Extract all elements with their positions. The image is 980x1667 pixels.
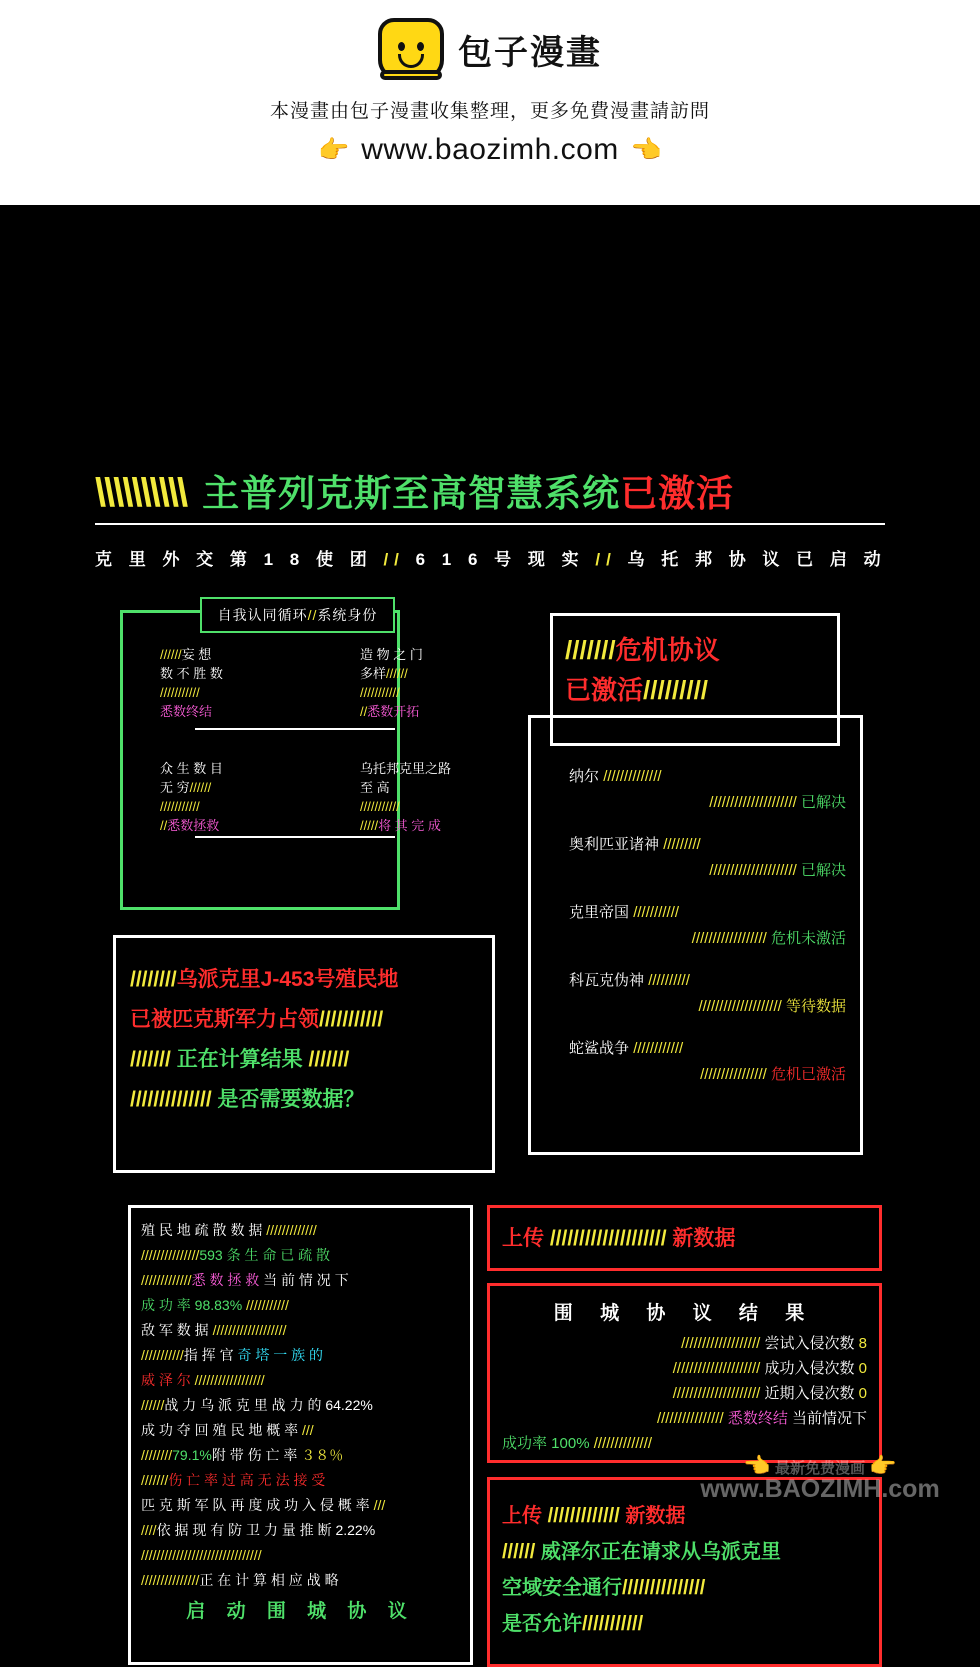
slash-mark: //////: [141, 1397, 165, 1413]
siege-title: 围 城 协 议 结 果: [553, 1303, 816, 1324]
slash-mark: ///////: [565, 635, 616, 665]
hand-right-icon: 👉: [869, 1453, 897, 1478]
slash-mark: //////: [502, 1541, 536, 1563]
site-url[interactable]: www.baozimh.com: [361, 133, 619, 166]
site-url-row: [318, 133, 662, 167]
crisis-name: 科瓦克伪神: [569, 972, 645, 989]
evac-line: [141, 1318, 460, 1343]
site-tagline: 本漫畫由包子漫畫收集整理，更多免費漫畫請訪問: [269, 101, 710, 122]
hand-left-icon: 👈: [743, 1453, 771, 1478]
slash-mark: //////: [160, 647, 182, 662]
slash-mark: //////////////: [130, 1088, 212, 1111]
slash-mark: /////////: [643, 675, 709, 705]
crisis-row: [569, 764, 846, 816]
slash-mark: ///////////////: [622, 1577, 706, 1599]
evac-line: [141, 1393, 460, 1418]
slash-mark: ///////////: [160, 685, 200, 700]
slash-mark: /////////: [663, 836, 701, 853]
colony-name: 乌派克里J-453号殖民地: [176, 968, 399, 991]
panel-title: [95, 463, 895, 517]
evac-line: [141, 1568, 460, 1593]
evac-line: [141, 1243, 460, 1268]
evac-text: 匹 克 斯 军 队 再 度 成 功 入 侵 概 率: [141, 1497, 374, 1513]
slash-mark: ///////////////////: [212, 1322, 287, 1338]
pointing-right-hand-icon: 👉: [318, 135, 350, 164]
site-header: [0, 0, 980, 205]
identity-label-separator: //: [307, 607, 318, 623]
brand: [378, 18, 602, 80]
slash-mark: //////: [189, 780, 212, 795]
evac-line: [141, 1343, 460, 1368]
evac-warning: 伤 亡 率 过 高 无 法 接 受: [168, 1472, 326, 1488]
siege-success-rate: 成功率 100%: [502, 1435, 590, 1452]
crisis-status: 危机未激活: [770, 930, 846, 947]
evacuation-data-box: [128, 1205, 473, 1665]
slash-mark: //////////////////: [691, 930, 767, 947]
evac-line: [141, 1293, 460, 1318]
identity-label-sub: 系统身份: [317, 607, 378, 623]
slash-mark: ///////: [130, 1048, 171, 1071]
slash-mark: //////////////////: [190, 1372, 265, 1388]
upload-label: 上传: [502, 1505, 542, 1527]
slash-mark: ///////////////////////////////: [141, 1547, 262, 1563]
identity-left-top-line1: 妄 想: [181, 647, 212, 662]
slash-mark: ///////////: [242, 1297, 289, 1313]
slash-mark: ////////////////: [700, 1066, 767, 1083]
identity-left-top-line2: 数 不 胜 数: [160, 666, 223, 681]
slash-mark: ////////////////////: [549, 1227, 667, 1250]
slash-mark: ///////////////////: [681, 1335, 761, 1352]
slash-mark: //: [360, 704, 368, 719]
crisis-status: 已解决: [800, 862, 846, 879]
identity-loop-label: [200, 597, 395, 633]
evac-line: [141, 1468, 460, 1493]
slash-mark: ////////: [130, 968, 177, 991]
evac-text: 依 据 现 有 防 卫 力 量 推 断 2.22%: [156, 1522, 376, 1538]
identity-right-top: [360, 645, 530, 721]
request-question[interactable]: 是否允许: [502, 1613, 582, 1635]
watermark-line1: 最新免费漫画: [774, 1460, 865, 1477]
identity-tree: [120, 645, 520, 915]
upload-label: 上传: [502, 1227, 544, 1250]
identity-left-bottom-line2: 无 穷: [160, 780, 190, 795]
identity-label-main: 自我认同循环: [217, 607, 308, 623]
slash-mark: //////////////: [603, 768, 662, 785]
siege-value: 0: [858, 1385, 867, 1402]
bun-logo-icon: [378, 18, 444, 80]
slash-mark: /////////////////////: [672, 1360, 761, 1377]
request-text-line2: 空域安全通行: [502, 1577, 622, 1599]
slash-mark: ///: [298, 1422, 314, 1438]
evac-line: [141, 1368, 460, 1393]
slash-mark: ///////////: [633, 904, 680, 921]
siege-value: 8: [858, 1335, 867, 1352]
siege-label: 尝试入侵次数: [764, 1335, 855, 1352]
slash-mark: /////: [360, 818, 379, 833]
subtitle-part-2: 6 1 6 号 现 实: [415, 550, 585, 569]
slash-mark: ////////: [141, 1447, 173, 1463]
evac-line: [141, 1268, 460, 1293]
slash-mark: ///////////////: [141, 1572, 200, 1588]
evac-line: [141, 1518, 460, 1543]
slash-mark: /////////////: [547, 1505, 620, 1527]
title-main-text: 主普列克斯至高智慧系统: [202, 473, 621, 514]
slash-mark: ///////////: [582, 1613, 644, 1635]
evac-text: 殖 民 地 疏 散 数 据: [141, 1222, 267, 1238]
crisis-name: 纳尔: [569, 768, 600, 785]
title-divider: [95, 523, 885, 525]
slash-mark: ///////////: [160, 799, 200, 814]
crisis-protocol-status: 已激活: [565, 675, 644, 705]
siege-row: [502, 1356, 867, 1381]
siege-label-highlight: 悉数终结: [727, 1410, 788, 1427]
siege-row: [502, 1406, 867, 1431]
upload-value: 新数据: [625, 1505, 686, 1527]
evac-text: ３８％: [301, 1447, 344, 1463]
identity-left-top: [160, 645, 330, 721]
slash-mark: ///: [373, 1497, 386, 1513]
evac-line: [141, 1443, 460, 1468]
slash-mark: /////////////////////: [709, 794, 797, 811]
slash-mark: ///////////: [360, 685, 400, 700]
crisis-row: [569, 968, 846, 1020]
siege-label: 成功入侵次数: [764, 1360, 855, 1377]
crisis-status: 已解决: [800, 794, 846, 811]
comic-panel: [0, 205, 980, 1635]
crisis-name: 克里帝国: [569, 904, 630, 921]
siege-value: 0: [858, 1360, 867, 1377]
slash-mark: ///////////: [319, 1008, 384, 1031]
evac-text: 附 带 伤 亡 率: [211, 1447, 302, 1463]
crisis-name: 奥利匹亚诸神: [569, 836, 660, 853]
watermark-url: www.BAOZIMH.com: [700, 1475, 940, 1503]
slash-mark: ///////: [141, 1472, 169, 1488]
identity-right-top-line4: 悉数开拓: [367, 704, 420, 719]
brand-name: 包子漫畫: [458, 33, 602, 72]
crisis-row: [569, 832, 846, 884]
slash-mark: ////////////: [633, 1040, 684, 1057]
colony-status: 已被匹克斯军力占领: [130, 1008, 319, 1031]
colony-alert-box: [113, 935, 495, 1173]
identity-right-bottom: [360, 759, 530, 835]
siege-label: 近期入侵次数: [764, 1385, 855, 1402]
crisis-protocol-title: 危机协议: [615, 635, 720, 665]
slash-mark: ///////: [308, 1048, 350, 1071]
slash-mark: //////////: [648, 972, 690, 989]
slash-mark: ///////////: [141, 1347, 184, 1363]
slash-mark: /////////////////////: [672, 1385, 761, 1402]
slash-mark: ////: [141, 1522, 157, 1538]
subtitle-part-1: 克 里 外 交 第 1 8 使 团: [95, 550, 373, 569]
title-status-text: 已激活: [620, 473, 735, 514]
evac-line: [141, 1543, 460, 1568]
commander-name: 威 泽 尔: [141, 1372, 191, 1388]
slash-mark: ////////////////: [656, 1410, 724, 1427]
siege-row: [502, 1381, 867, 1406]
panel-subtitle: [95, 545, 895, 570]
evac-text: 79.1%: [172, 1447, 212, 1463]
slash-mark: /////////////: [141, 1272, 192, 1288]
evac-line: [141, 1218, 460, 1243]
slash-mark: //: [160, 818, 168, 833]
evac-action[interactable]: 启 动 围 城 协 议: [186, 1601, 415, 1622]
slash-mark: ////////////////////: [698, 998, 782, 1015]
identity-left-bottom: [160, 759, 330, 835]
slash-mark: ///////////////: [141, 1247, 200, 1263]
slash-mark: //////////////: [593, 1435, 653, 1452]
siege-label: 当前情况下: [787, 1410, 867, 1427]
siege-protocol-result-box: [487, 1283, 882, 1463]
crisis-status: 等待数据: [785, 998, 846, 1015]
evac-text: 成 功 率 98.83%: [141, 1297, 243, 1313]
evac-line: [141, 1493, 460, 1518]
evac-text: 悉 数 拯 救: [191, 1272, 260, 1288]
evac-text: 593 条 生 命 已 疏 散: [199, 1247, 331, 1263]
crisis-row: [569, 1036, 846, 1088]
evac-text: 敌 军 数 据: [141, 1322, 213, 1338]
siege-row: [502, 1431, 867, 1456]
evac-text: 成 功 夺 回 殖 民 地 概 率: [141, 1422, 299, 1438]
identity-right-top-line2: 多样: [360, 666, 387, 681]
slash-mark: /////////////: [266, 1222, 317, 1238]
colony-question[interactable]: 是否需要数据？: [217, 1088, 365, 1111]
evac-text: 当 前 情 况 下: [259, 1272, 349, 1288]
evac-text: 正 在 计 算 相 应 战 略: [199, 1572, 339, 1588]
crisis-list: [528, 715, 863, 1155]
subtitle-separator-2: //: [595, 550, 617, 569]
tree-connector-top: [195, 728, 395, 730]
subtitle-separator-1: //: [383, 550, 405, 569]
upload-value: 新数据: [672, 1227, 736, 1250]
crisis-row: [569, 900, 846, 952]
pointing-left-hand-icon: 👈: [630, 135, 662, 164]
slash-mark: /////////////////////: [709, 862, 797, 879]
evac-text: 指 挥 官: [183, 1347, 238, 1363]
identity-right-top-line1: 造 物 之 门: [360, 647, 423, 662]
upload-new-data-box-1[interactable]: [487, 1205, 882, 1271]
identity-left-bottom-line4: 悉数拯救: [167, 818, 220, 833]
siege-row: [502, 1331, 867, 1356]
colony-computing: 正在计算结果: [176, 1048, 303, 1071]
slash-mark: ///////////: [360, 799, 400, 814]
identity-left-top-line4: 悉数终结: [160, 704, 213, 719]
identity-right-bottom-line2: 至 高: [360, 780, 390, 795]
title-slashes: \\\\\\\\\\: [95, 471, 187, 515]
evac-text: 战 力 乌 派 克 里 战 力 的 64.22%: [164, 1397, 373, 1413]
evac-line: [141, 1418, 460, 1443]
request-text-line1: 威泽尔正在请求从乌派克里: [540, 1541, 781, 1563]
upload-new-data-box-2[interactable]: [487, 1477, 882, 1667]
crisis-name: 蛇鲨战争: [569, 1040, 630, 1057]
subtitle-part-3: 乌 托 邦 协 议 已 启 动: [627, 550, 887, 569]
tree-connector-bottom: [195, 836, 395, 838]
evac-text: 奇 塔 一 族 的: [237, 1347, 324, 1363]
slash-mark: //////: [386, 666, 408, 681]
identity-right-bottom-line4: 将 其 完 成: [378, 818, 441, 833]
crisis-status: 危机已激活: [770, 1066, 846, 1083]
identity-right-bottom-line1: 乌托邦克里之路: [360, 761, 452, 776]
identity-left-bottom-line1: 众 生 数 目: [160, 761, 223, 776]
